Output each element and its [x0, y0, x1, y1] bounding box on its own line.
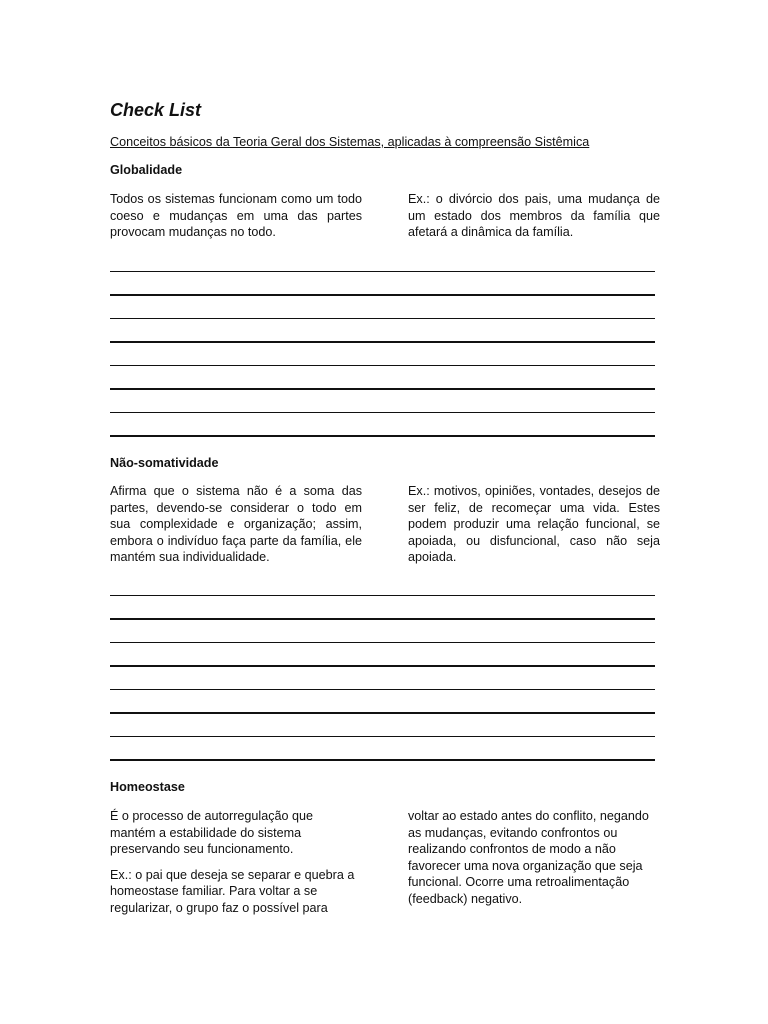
answer-line [110, 388, 655, 389]
answer-line [110, 689, 655, 690]
answer-line [110, 435, 655, 436]
section-homeostase-definition: É o processo de autorregulação que mantém a estabilidade do sistema preservando seu funcionamento. [110, 809, 314, 856]
answer-line [110, 759, 655, 760]
section-homeostase-left-column [110, 808, 362, 916]
answer-line [110, 271, 655, 272]
answer-line [110, 318, 655, 319]
section-nao-somatividade-definition: Afirma que o sistema não é a soma das partes, devendo-se considerar o todo em sua complexidade e organização; assim, embora o indivíduo faça parte da família, ele mantém sua individualidade. [110, 484, 362, 564]
page-subtitle: Conceitos básicos da Teoria Geral dos Sistemas, aplicadas à compreensão Sistêmica [110, 135, 590, 149]
answer-line [110, 665, 655, 666]
section-nao-somatividade-example: Ex.: motivos, opiniões, vontades, desejos de ser feliz, de recomeçar uma vida. Estes podem produzir uma relação funcional, se apoiada, ou disfuncional, caso não seja apoiada. [408, 484, 660, 564]
answer-line [110, 712, 655, 713]
section-heading-homeostase: Homeostase [110, 780, 185, 794]
answer-line [110, 341, 655, 342]
section-homeostase-example: Ex.: o pai que deseja se separar e quebra a homeostase familiar. Para voltar a se regularizar, o grupo faz o possível para [110, 867, 355, 915]
page-title: Check List [110, 100, 202, 120]
answer-line [110, 365, 655, 366]
answer-lines-nao-somatividade [110, 595, 655, 783]
section-globalidade-definition: Todos os sistemas funcionam como um todo coeso e mudanças em uma das partes provocam mudanças no todo. [110, 192, 362, 239]
answer-line [110, 618, 655, 619]
answer-line [110, 736, 655, 737]
answer-line [110, 642, 655, 643]
answer-line [110, 294, 655, 295]
section-heading-nao-somatividade: Não-somatividade [110, 456, 219, 470]
section-heading-globalidade: Globalidade [110, 163, 183, 177]
answer-lines-globalidade [110, 271, 655, 459]
answer-line [110, 595, 655, 596]
answer-line [110, 412, 655, 413]
section-homeostase-continuation: voltar ao estado antes do conflito, negando as mudanças, evitando confrontos ou realizando confrontos de modo a não favorecer uma nova organização que seja funcional. Ocorre uma retroalimentação (feedback) negativo. [408, 809, 649, 906]
section-globalidade-example: Ex.: o divórcio dos pais, uma mudança de um estado dos membros da família que afetará a dinâmica da família. [408, 192, 660, 239]
